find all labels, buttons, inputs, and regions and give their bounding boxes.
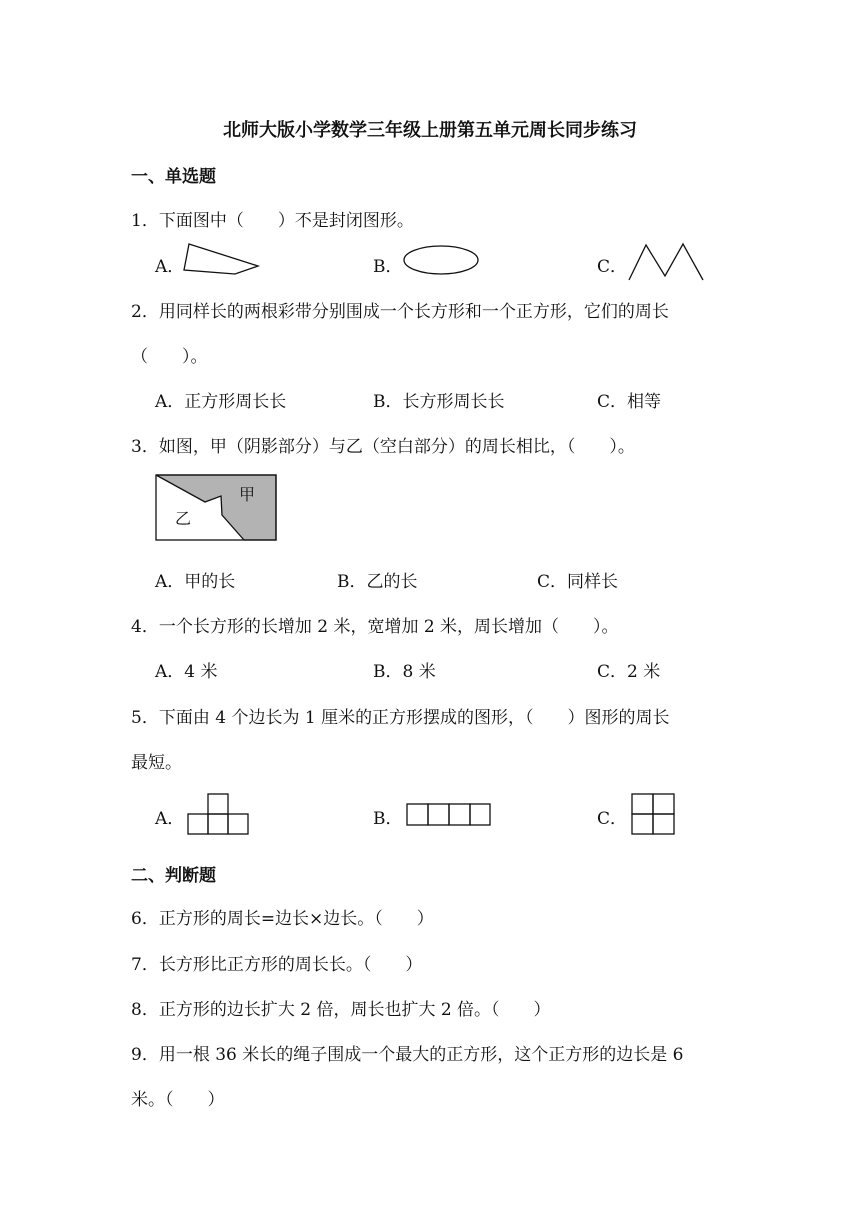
section-heading-single-choice: 一、单选题	[131, 167, 216, 187]
question-3-option-a: A．甲的长	[155, 572, 236, 592]
question-5-option-b-label: B．	[373, 809, 403, 829]
question-2-text-line-2: （ ）。	[131, 347, 208, 367]
ellipse-figure	[403, 244, 483, 276]
question-2-option-a: A．正方形周长长	[155, 392, 287, 412]
section-heading-true-false: 二、判断题	[131, 866, 216, 886]
question-4-option-a: A．4 米	[155, 662, 218, 682]
question-2-option-c: C．相等	[597, 392, 662, 412]
quadrilateral-figure	[183, 242, 265, 282]
question-9-text-line-2: 米。（ ）	[131, 1090, 225, 1110]
question-2-text-line-1: 2．用同样长的两根彩带分别围成一个长方形和一个正方形，它们的周长	[131, 302, 669, 322]
line-squares-figure	[406, 803, 492, 827]
question-9-text-line-1: 9．用一根 36 米长的绳子围成一个最大的正方形，这个正方形的边长是 6	[131, 1045, 684, 1065]
t-shape-squares-figure	[187, 793, 251, 837]
question-1-text: 1．下面图中（ ）不是封闭图形。	[131, 211, 414, 231]
question-7-text: 7．长方形比正方形的周长长。（ ）	[131, 955, 423, 975]
question-5-option-a-label: A．	[155, 809, 185, 829]
figure-label-jia: 甲	[239, 485, 256, 504]
question-4-text: 4．一个长方形的长增加 2 米，宽增加 2 米，周长增加（ ）。	[131, 617, 619, 637]
question-4-option-c: C．2 米	[597, 662, 661, 682]
question-1-option-b-label: B．	[373, 257, 403, 277]
question-2-option-b: B．长方形周长长	[373, 392, 505, 412]
open-zigzag-figure	[627, 240, 709, 284]
square-block-figure	[631, 793, 677, 837]
question-3-text: 3．如图，甲（阴影部分）与乙（空白部分）的周长相比，（ ）。	[131, 437, 635, 457]
question-5-text-line-1: 5．下面由 4 个边长为 1 厘米的正方形摆成的图形，（ ）图形的周长	[131, 708, 670, 728]
question-5-text-line-2: 最短。	[131, 753, 182, 773]
shaded-rectangle-figure	[155, 474, 279, 542]
page-title: 北师大版小学数学三年级上册第五单元周长同步练习	[223, 120, 637, 141]
figure-label-yi: 乙	[175, 509, 192, 528]
question-3-option-b: B．乙的长	[337, 572, 418, 592]
question-4-option-b: B．8 米	[373, 662, 436, 682]
question-3-option-c: C．同样长	[537, 572, 619, 592]
question-1-option-c-label: C．	[597, 257, 628, 277]
question-6-text: 6．正方形的周长=边长×边长。（ ）	[131, 909, 434, 929]
question-8-text: 8．正方形的边长扩大 2 倍，周长也扩大 2 倍。（ ）	[131, 1000, 551, 1020]
question-5-option-c-label: C．	[597, 809, 628, 829]
question-1-option-a-label: A．	[155, 257, 185, 277]
